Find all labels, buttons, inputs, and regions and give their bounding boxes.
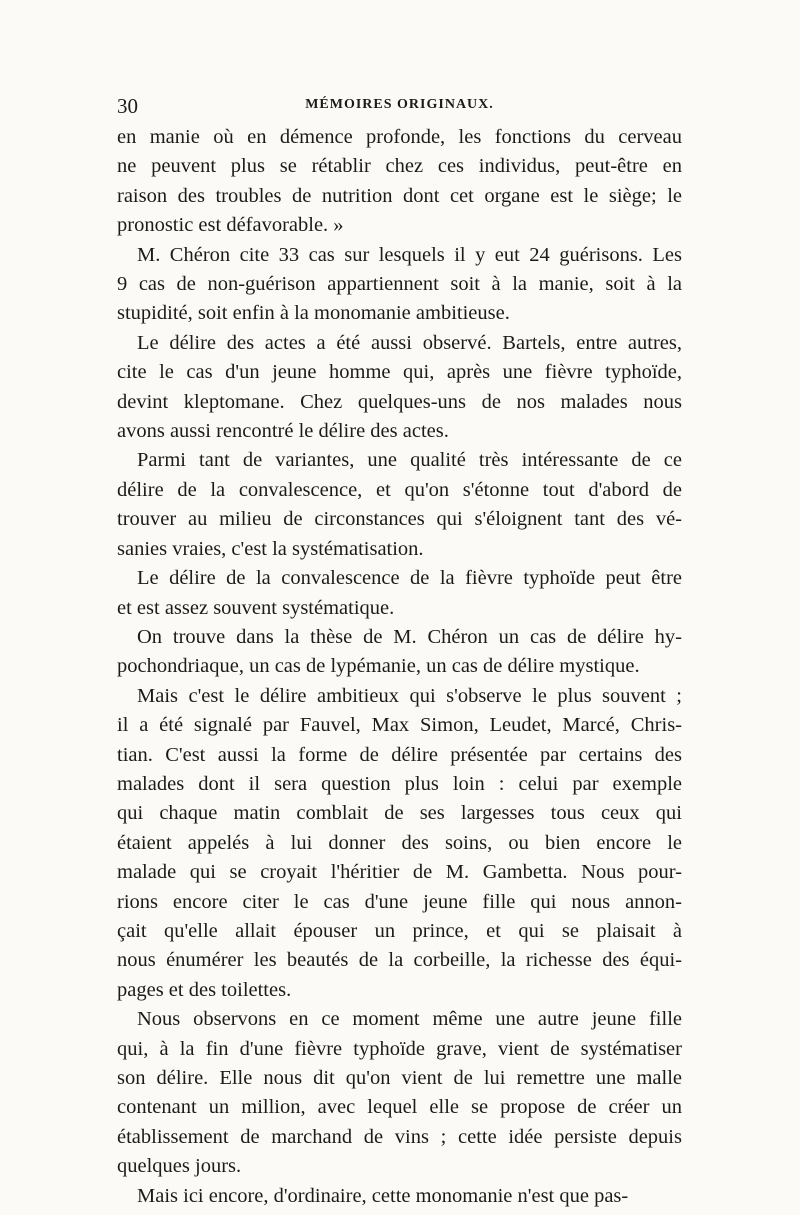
text-line: étaient appelés à lui donner des soins, ou bien encore le [117,831,682,854]
body-text [117,123,682,1211]
text-line: On trouve dans la thèse de M. Chéron un cas de délire hy- [137,625,682,648]
text-line: qui, à la fin d'une fièvre typhoïde grave, vient de systématiser [117,1037,682,1060]
text-line: sanies vraies, c'est la systématisation. [117,537,424,560]
text-line: Nous observons en ce moment même une autre jeune fille [137,1008,682,1031]
paragraph [117,1182,682,1211]
text-line: nous énumérer les beautés de la corbeille, la richesse des équi- [117,949,682,972]
text-line: Mais ici encore, d'ordinaire, cette monomanie n'est que pas- [137,1184,629,1207]
text-line: établissement de marchand de vins ; cette idée persiste depuis [117,1125,682,1148]
text-line: devint kleptomane. Chez quelques-uns de nos malades nous [117,390,682,413]
paragraph [117,241,682,329]
text-line: il a été signalé par Fauvel, Max Simon, Leudet, Marcé, Chris- [117,714,682,737]
text-line: qui chaque matin comblait de ses largesses tous ceux qui [117,802,682,825]
text-line: délire de la convalescence, et qu'on s'étonne tout d'abord de [117,478,682,501]
text-line: pochondriaque, un cas de lypémanie, un cas de délire mystique. [117,655,640,678]
text-line: avons aussi rencontré le délire des actes. [117,420,449,443]
text-line: pronostic est défavorable. » [117,214,344,237]
text-line: 9 cas de non-guérison appartiennent soit à la manie, soit à la [117,273,682,296]
text-line: Le délire des actes a été aussi observé. Bartels, entre autres, [137,331,682,354]
text-line: Mais c'est le délire ambitieux qui s'observe le plus souvent ; [137,684,682,707]
paragraph [117,1005,682,1181]
text-line: M. Chéron cite 33 cas sur lesquels il y eut 24 guérisons. Les [137,243,682,266]
text-line: Le délire de la convalescence de la fièvre typhoïde peut être [137,567,682,590]
page-header [117,94,682,120]
text-line: cite le cas d'un jeune homme qui, après une fièvre typhoïde, [117,361,682,384]
text-line: pages et des toilettes. [117,978,292,1001]
paragraph [117,623,682,682]
paragraph [117,329,682,447]
paragraph [117,123,682,241]
text-line: raison des troubles de nutrition dont cet organe est le siège; le [117,184,682,207]
text-line: Parmi tant de variantes, une qualité très intéressante de ce [137,449,682,472]
text-line: quelques jours. [117,1155,242,1178]
text-line: stupidité, soit enfin à la monomanie ambitieuse. [117,302,510,325]
text-line: rions encore citer le cas d'une jeune fille qui nous annon- [117,890,682,913]
text-line: trouver au milieu de circonstances qui s'éloignent tant des vé- [117,508,682,531]
paragraph [117,446,682,564]
paragraph [117,682,682,1005]
page-number: 30 [117,94,138,118]
text-line: malade qui se croyait l'héritier de M. Gambetta. Nous pour- [117,861,682,884]
text-line: son délire. Elle nous dit qu'on vient de lui remettre une malle [117,1067,682,1089]
text-line: contenant un million, avec lequel elle se propose de créer un [117,1096,682,1119]
text-line: malades dont il sera question plus loin : celui par exemple [117,772,682,795]
paragraph [117,564,682,623]
running-title: MÉMOIRES ORIGINAUX. [305,97,494,112]
text-line: çait qu'elle allait épouser un prince, et qui se plaisait à [117,919,682,942]
text-line: tian. C'est aussi la forme de délire présentée par certains des [117,743,682,766]
text-line: et est assez souvent systématique. [117,596,395,619]
text-line: en manie où en démence profonde, les fonctions du cerveau [117,126,682,148]
text-line: ne peuvent plus se rétablir chez ces individus, peut-être en [117,155,682,178]
